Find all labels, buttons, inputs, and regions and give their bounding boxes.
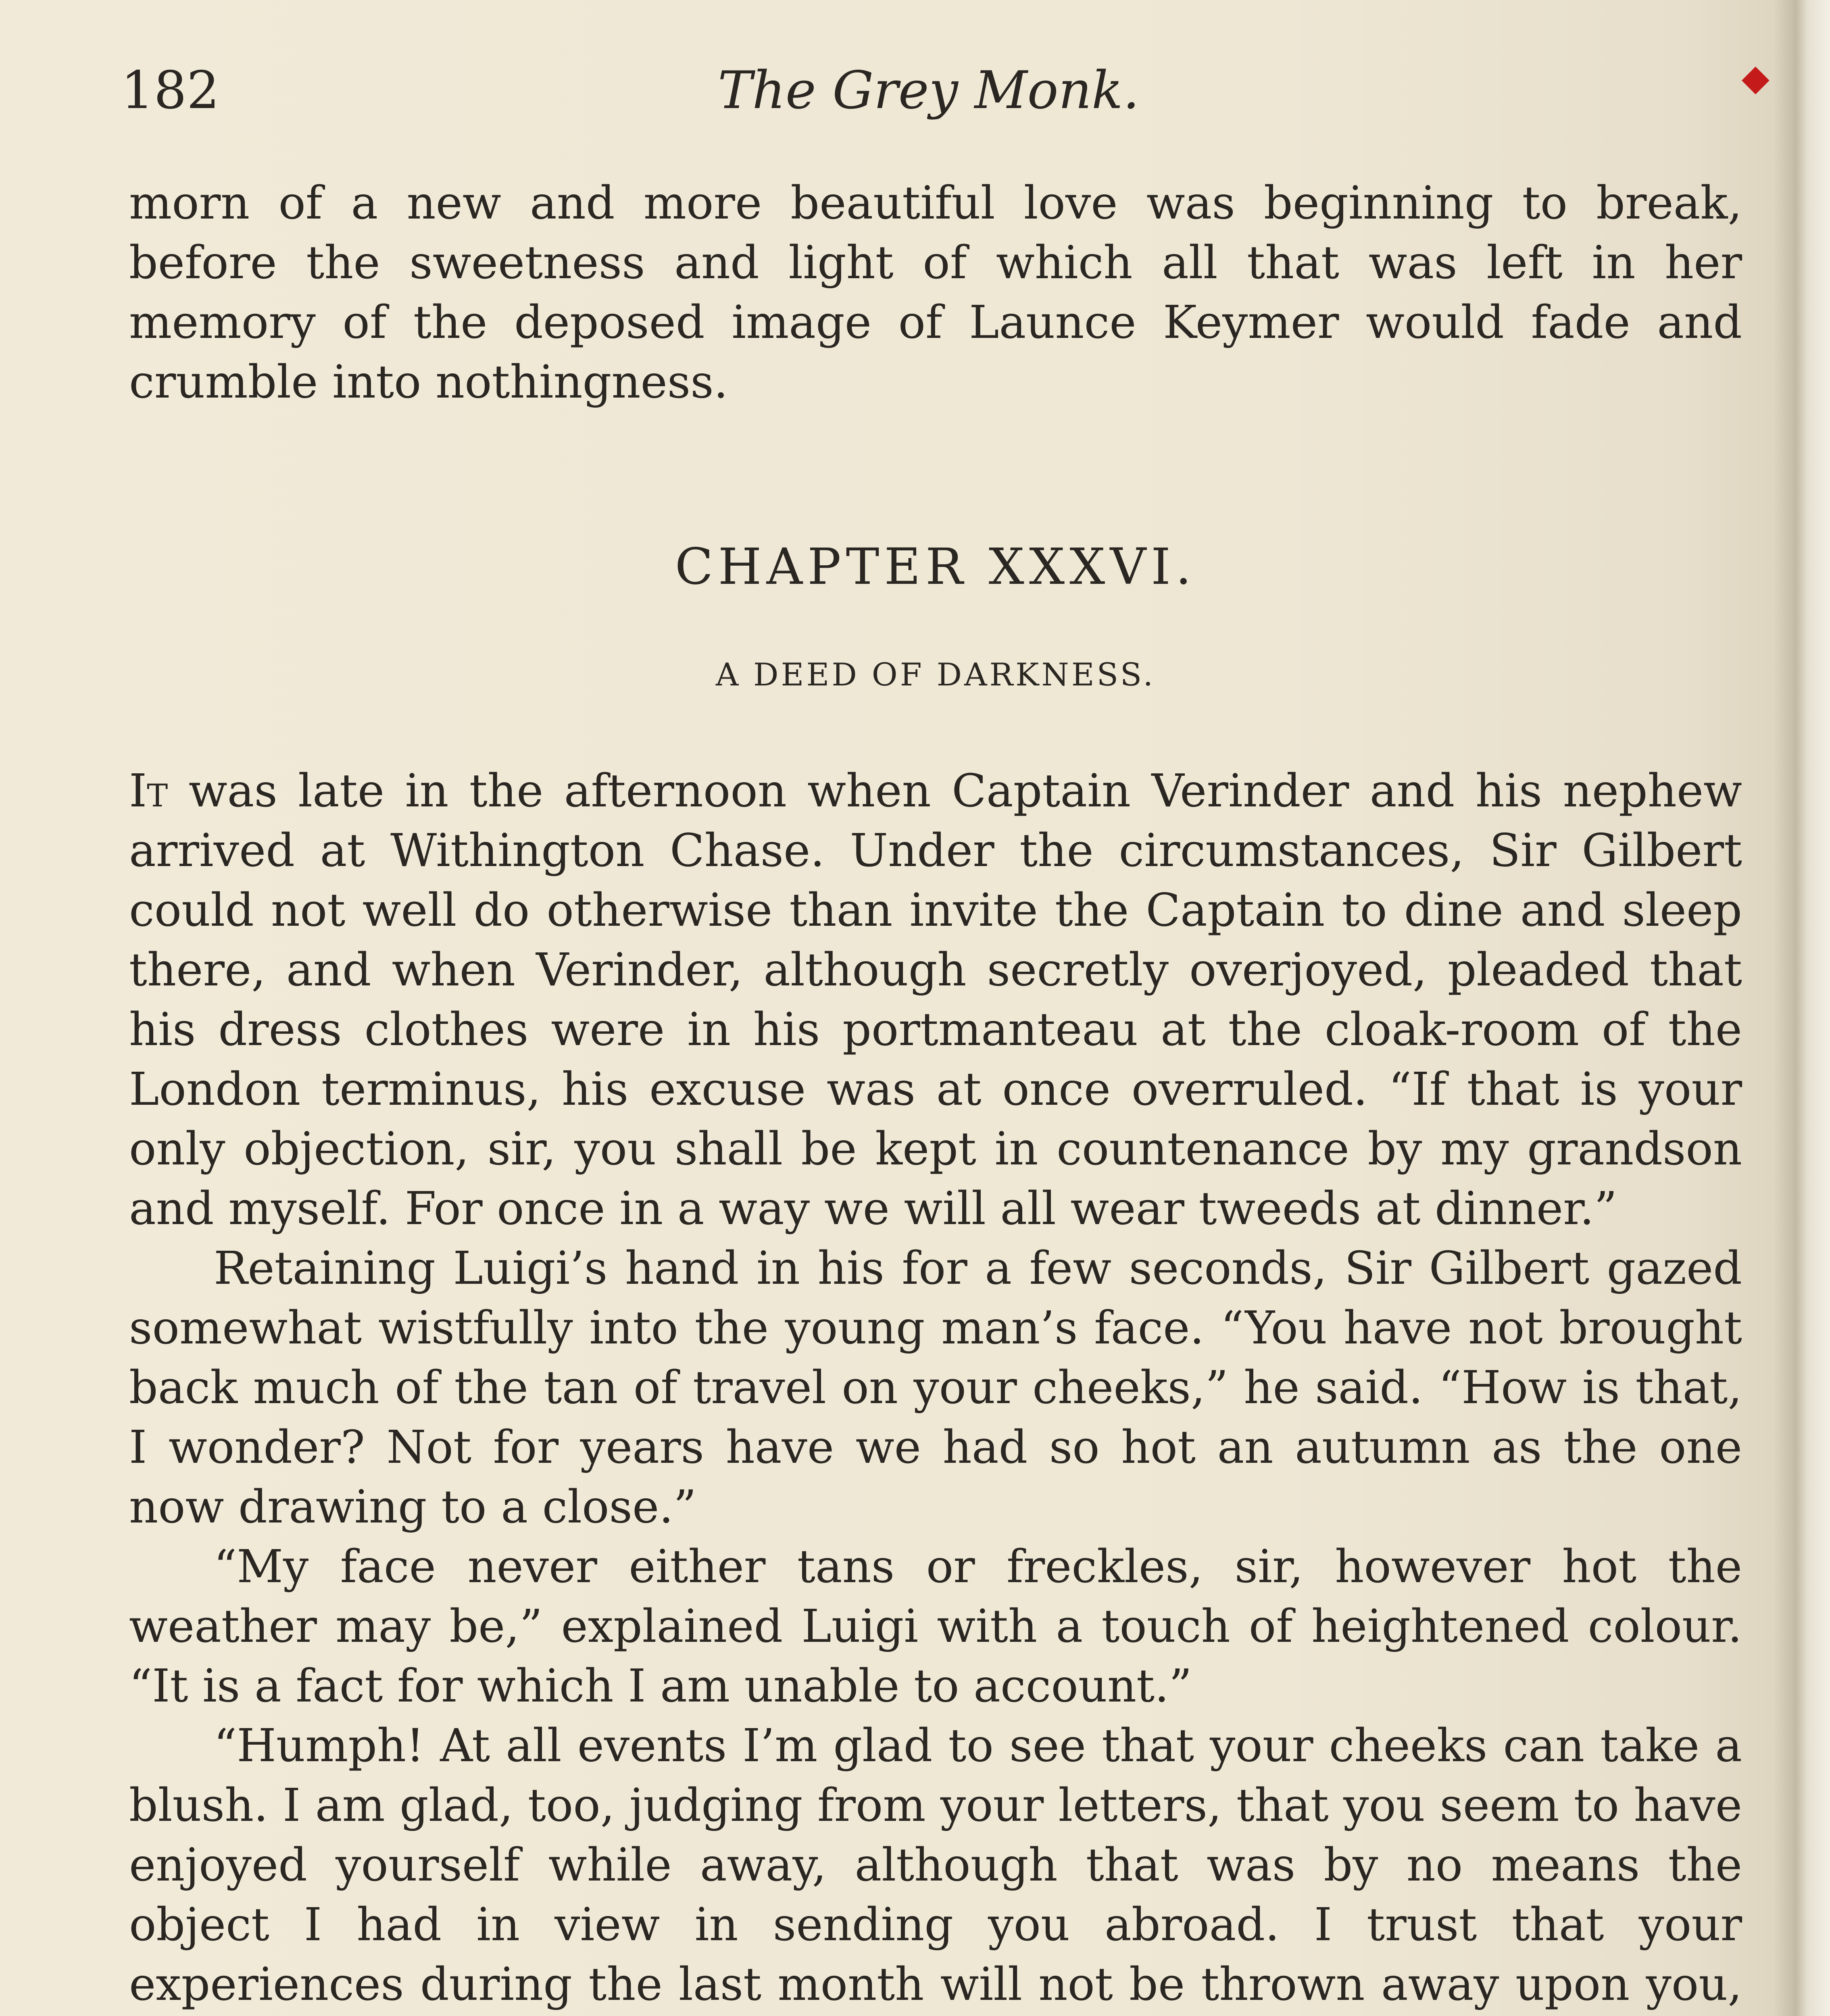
paragraph-first-text: was late in the afternoon when Captain Verinder and his nephew arrived at Withington Chase. Under the circumstances, Sir Gilbert could not well do otherwise than invite the Captain to dine and sleep there, and when Verinder, although secretly overjoyed, pleaded that his dress clothes were in his portmanteau at the cloak-room of the London terminus, his excuse was at once overruled. “If that is your only objection, sir, you shall be kept in countenance by my grandson and myself. For once in a way we will all wear tweeds at dinner.” [129,765,1742,1235]
paragraph-continued: morn of a new and more beautiful love was beginning to break, before the sweetness and light of which all that was left in her memory of the deposed image of Launce Keymer would fade and crumble into nothingness. [129,177,1742,408]
paragraph: “Humph! At all events I’m glad to see that your cheeks can take a blush. I am glad, too, judging from your letters, that you seem to have enjoyed yourself while away, although that was by no means the object I had in view in sending you abroad. I trust that your experiences during the last month will not be thrown away upon you, [129,1720,1742,2011]
paragraph: Retaining Luigi’s hand in his for a few seconds, Sir Gilbert gazed somewhat wistfully into the young man’s face. “You have not brought back much of the tan of travel on your cheeks,” he said. “How is that, I wonder? Not for years have we had so hot an autumn as the one now drawing to a close.” [129,1242,1742,1533]
paragraph-lead-word: It [129,765,168,817]
paragraph: “My face never either tans or freckles, sir, however hot the weather may be,” explained Luigi with a touch of heightened colour. “It is a fact for which I am unable to account.” [129,1541,1742,1712]
chapter-subtitle: A DEED OF DARKNESS. [715,657,1156,693]
page-number: 182 [121,60,220,121]
paragraph-first [129,761,1742,1239]
running-head [121,60,1718,141]
running-title: The Grey Monk. [718,60,1140,121]
red-mark-icon: ◆ [1741,56,1770,99]
text-block [129,173,1742,2016]
chapter-heading: CHAPTER XXXVI. [675,538,1196,596]
page-gutter [1774,0,1830,2016]
